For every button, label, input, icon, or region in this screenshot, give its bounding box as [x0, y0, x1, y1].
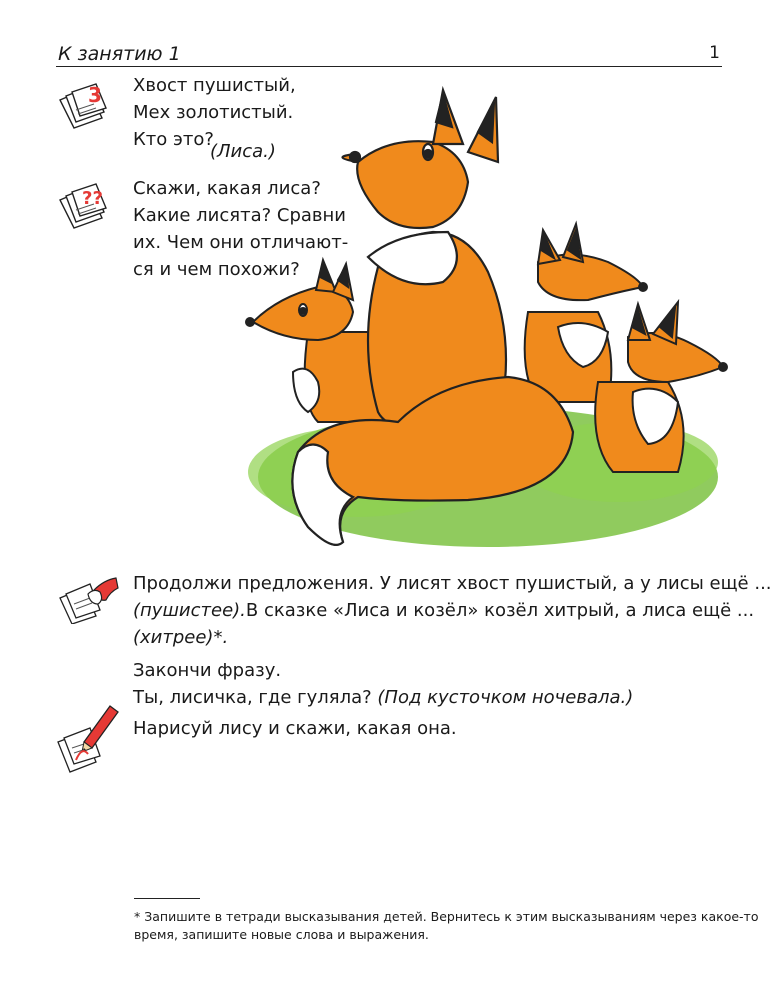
finish-answer: (Под кусточком ночевала.)	[377, 687, 634, 708]
footnote	[134, 908, 759, 944]
page-number: 1	[709, 43, 720, 63]
finish-phrase-text	[133, 657, 633, 711]
hand-with-paper-icon	[54, 572, 122, 624]
page-header	[56, 40, 722, 67]
riddle-line-1: Хвост пушистый,	[133, 75, 296, 96]
footnote-line-2: время, запишите новые слова и выражения.	[134, 927, 429, 942]
continue-line-2	[133, 597, 755, 624]
finish-question: Ты, лисичка, где гуляла?	[133, 687, 372, 708]
continue-line-2-rest: В сказке «Лиса и козёл» козёл хитрый, а лиса ещё ...	[245, 600, 755, 621]
lesson-title: К занятию 1	[58, 43, 181, 65]
finish-line-1: Закончи фразу.	[133, 660, 282, 681]
fox-cub-right-back	[525, 224, 647, 402]
icon-mark-question: ??	[82, 188, 103, 209]
question-line-4: ся и чем похожи?	[133, 259, 300, 280]
continue-sentences-text	[133, 570, 772, 651]
fox-family-illustration	[238, 82, 738, 562]
footnote-line-1: * Запишите в тетради высказывания детей. Вернитесь к этим высказываниям через какое-то	[134, 909, 759, 924]
riddle-line-2: Мех золотистый.	[133, 102, 294, 123]
footnote-divider	[134, 898, 200, 899]
riddle-line-3: Кто это?	[133, 129, 214, 150]
paper-stack-question-icon	[54, 180, 118, 230]
continue-line-1: Продолжи предложения. У лисят хвост пушистый, а у лисы ещё ...	[133, 573, 772, 594]
question-line-3: их. Чем они отличают-	[133, 232, 349, 253]
question-line-2: Какие лисята? Сравни	[133, 205, 346, 226]
riddle-answer: (Лиса.)	[210, 141, 276, 162]
icon-mark-3: 3	[88, 83, 102, 107]
finish-line-2	[133, 684, 633, 711]
draw-fox-text	[133, 715, 457, 742]
answer-khitree: (хитрее)*.	[133, 627, 229, 648]
pencil-and-paper-icon	[54, 702, 122, 774]
question-line-1: Скажи, какая лиса?	[133, 178, 321, 199]
draw-fox-line: Нарисуй лису и скажи, какая она.	[133, 718, 457, 739]
answer-pushistee: (пушистее).	[133, 600, 246, 621]
paper-stack-number-3-icon	[54, 80, 118, 130]
